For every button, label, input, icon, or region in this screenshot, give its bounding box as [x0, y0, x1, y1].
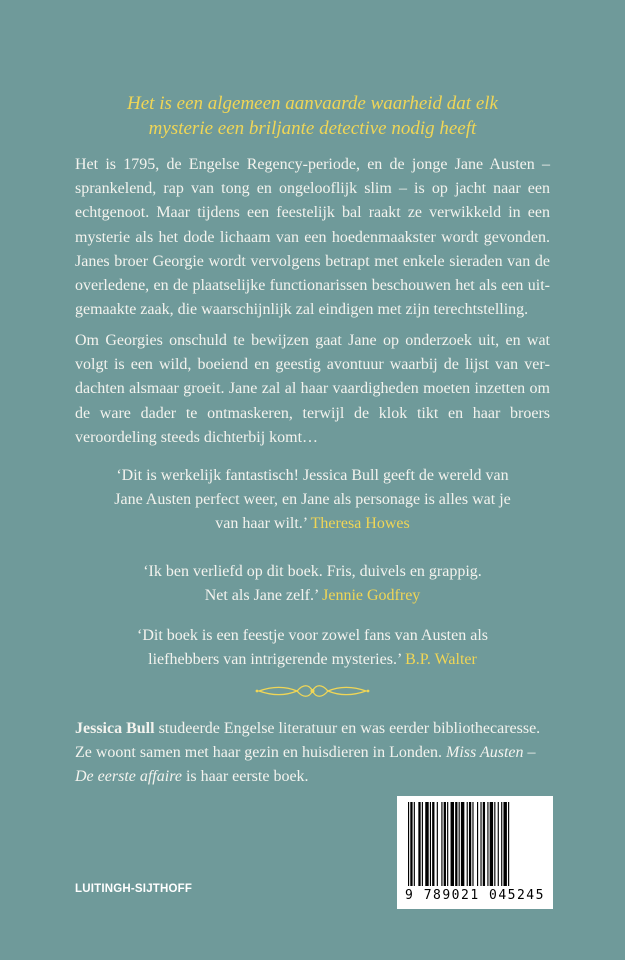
author-bio: [75, 717, 555, 790]
quote-line: van haar wilt.’: [215, 515, 307, 532]
tagline-line-2: mysterie een briljante detective nodig heeft: [148, 118, 477, 139]
quote-author: Jennie Godfrey: [322, 587, 421, 604]
blurb-paragraph-1: Het is 1795, de Engelse Regency-periode, en de jonge Jane Austen – sprankelend, rap van tong en ongelooflijk slim – is op jacht naar een echtgenoot. Maar tijdens een feestelijk bal raakt ze verwikkeld in een mysterie als het dode lichaam van een hoedenmaakster wordt gevonden. Janes broer Georgie wordt vervolgens betrapt met enkele sieraden van de overledene, en de plaatselijke functionarissen beschouwen het als een uitgemaakte zaak, die waarschijnlijk zal eindigen met zijn terechtstelling.: [75, 156, 550, 319]
tagline-line-1: Het is een algemeen aanvaarde waarheid dat elk: [127, 93, 498, 114]
book-title: Miss Austen – De eerste affaire: [75, 744, 536, 786]
quote-line: ‘Dit boek is een feestje voor zowel fans van Austen als: [136, 627, 488, 644]
tagline: [60, 91, 565, 141]
barcode: [397, 796, 553, 909]
quote-line: ‘Dit is werkelijk fantastisch! Jessica Bull geeft de wereld van: [116, 467, 509, 484]
quote-author: Theresa Howes: [310, 515, 410, 532]
quote-line: ‘Ik ben verliefd op dit boek. Fris, duivels en grappig.: [143, 563, 482, 580]
quote-line: liefhebbers van intrigerende mysteries.’: [148, 651, 402, 668]
ornament-divider-icon: [255, 682, 370, 700]
barcode-bars-icon: [406, 802, 544, 888]
review-quote-3: [60, 624, 565, 672]
quote-author: B.P. Walter: [405, 651, 477, 668]
author-name: Jessica Bull: [75, 720, 155, 737]
review-quote-1: [60, 464, 565, 536]
publisher-logo: LUITINGH-SIJTHOFF: [75, 883, 193, 895]
bio-text: studeerde Engelse literatuur en was eerder bibliothecaresse. Ze woont samen met haar gezin en huisdieren in Londen.: [75, 720, 541, 762]
isbn-number: 9 789021 045245: [405, 888, 545, 903]
bio-text: is haar eerste boek.: [181, 768, 309, 786]
quote-line: Jane Austen perfect weer, en Jane als personage is alles wat je: [114, 491, 511, 508]
blurb-paragraph-2: Om Georgies onschuld te bewijzen gaat Jane op onderzoek uit, en wat volgt is een wild, boeiend en geestig avontuur waarbij de lijst van verdachten alsmaar groeit. Jane zal al haar vaardigheden moeten inzetten om de ware dader te ontmaskeren, terwijl de klok tikt en haar broers veroordeling steeds dichterbij komt…: [75, 332, 550, 446]
review-quote-2: [60, 560, 565, 608]
quote-line: Net als Jane zelf.’: [204, 587, 319, 604]
